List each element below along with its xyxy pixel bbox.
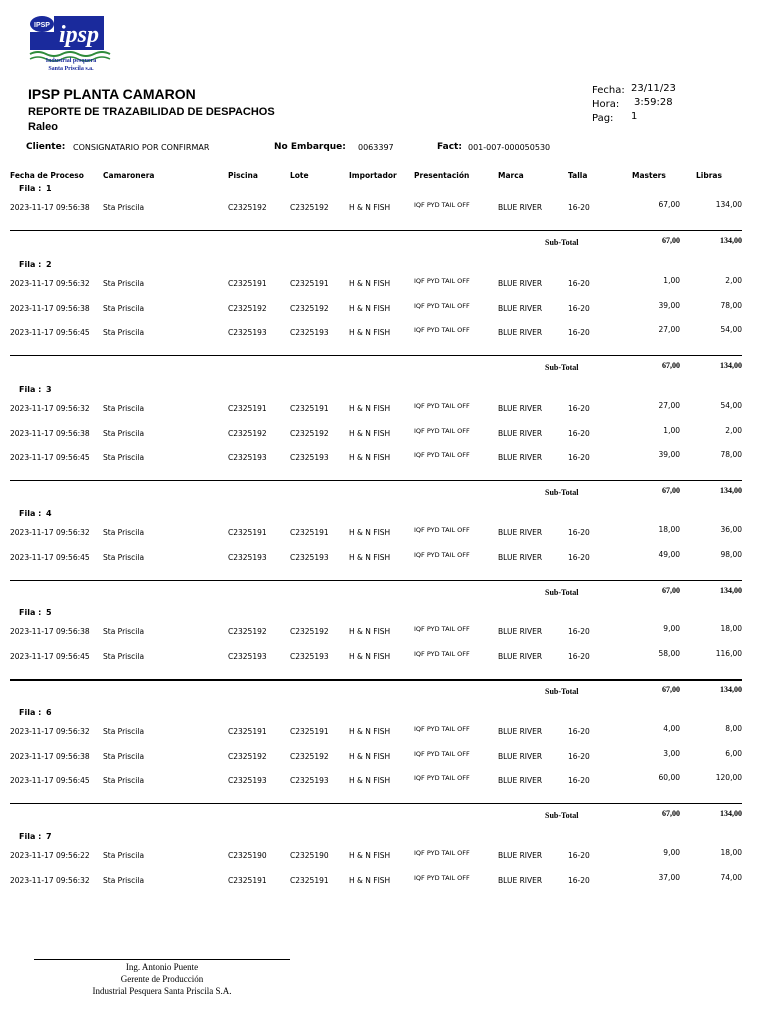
cell-masters: 39,00: [658, 450, 680, 459]
cell-libras: 54,00: [720, 325, 742, 334]
cell-piscina: C2325193: [228, 552, 267, 562]
cell-lote: C2325191: [290, 528, 329, 537]
cell-fecha: 2023-11-17 09:56:38: [10, 627, 90, 636]
embarque-value: 0063397: [358, 143, 394, 152]
cell-importador: H & N FISH: [349, 404, 391, 413]
cell-marca: BLUE RIVER: [498, 428, 543, 438]
col-header-lote: Lote: [290, 171, 309, 180]
cell-presentacion: IQF PYD TAIL OFF: [414, 873, 470, 882]
cell-talla: 16-20: [568, 727, 590, 736]
cell-importador: H & N FISH: [349, 428, 391, 438]
cell-marca: BLUE RIVER: [498, 279, 543, 288]
group-divider: [10, 230, 742, 231]
cell-piscina: C2325191: [228, 279, 267, 288]
subtotal-libras: 134,00: [720, 585, 742, 595]
cell-camaronera: Sta Priscila: [103, 627, 145, 636]
col-header-talla: Talla: [568, 171, 588, 180]
subtotal-label: Sub-Total: [545, 488, 579, 497]
cell-marca: BLUE RIVER: [498, 776, 543, 785]
signature-role: Gerente de Producción: [120, 974, 204, 984]
logo-subtitle-1: Industrial pesquera: [45, 58, 97, 64]
logo-subtitle-2: Santa Priscila s.a.: [48, 66, 94, 72]
cell-talla: 16-20: [568, 203, 590, 212]
fila-number: 4: [46, 509, 52, 518]
cell-piscina: C2325192: [228, 203, 267, 212]
cell-marca: BLUE RIVER: [498, 627, 543, 636]
cell-libras: 78,00: [720, 450, 742, 459]
cell-fecha: 2023-11-17 09:56:38: [10, 203, 90, 212]
cell-piscina: C2325193: [228, 328, 267, 337]
cell-marca: BLUE RIVER: [498, 651, 543, 661]
cell-talla: 16-20: [568, 851, 590, 860]
cliente-value: CONSIGNATARIO POR CONFIRMAR: [73, 143, 210, 152]
cell-importador: H & N FISH: [349, 552, 391, 562]
cell-marca: BLUE RIVER: [498, 552, 543, 562]
cell-talla: 16-20: [568, 875, 590, 885]
subtotal-libras: 134,00: [720, 486, 742, 495]
cell-piscina: C2325190: [228, 851, 267, 860]
cell-masters: 9,00: [663, 848, 680, 857]
cell-fecha: 2023-11-17 09:56:45: [10, 776, 90, 785]
pag-value: 1: [631, 111, 638, 122]
hora-value: 3:59:28: [634, 97, 673, 108]
subtotal-libras: 134,00: [720, 236, 742, 245]
cell-masters: 1,00: [663, 425, 680, 435]
cell-libras: 6,00: [725, 748, 742, 758]
cell-fecha: 2023-11-17 09:56:32: [10, 279, 90, 288]
signature-company: Industrial Pesquera Santa Priscila S.A.: [92, 986, 232, 996]
cell-importador: H & N FISH: [349, 627, 391, 636]
fila-label: Fila :: [19, 260, 42, 269]
cell-lote: C2325191: [290, 727, 329, 736]
cell-masters: 27,00: [658, 325, 680, 334]
cell-talla: 16-20: [568, 404, 590, 413]
group-divider: [10, 480, 742, 481]
cell-piscina: C2325191: [228, 727, 267, 736]
fila-number: 3: [46, 385, 52, 394]
cell-masters: 37,00: [658, 872, 680, 882]
fila-label: Fila :: [19, 608, 42, 617]
cell-talla: 16-20: [568, 627, 590, 636]
cell-fecha: 2023-11-17 09:56:32: [10, 875, 90, 885]
cell-importador: H & N FISH: [349, 279, 391, 288]
cell-lote: C2325193: [290, 552, 329, 562]
cell-libras: 54,00: [720, 401, 742, 410]
cell-marca: BLUE RIVER: [498, 328, 543, 337]
cell-talla: 16-20: [568, 751, 590, 761]
fila-label: Fila :: [19, 708, 42, 717]
cell-lote: C2325191: [290, 404, 329, 413]
cell-presentacion: IQF PYD TAIL OFF: [414, 402, 470, 410]
cell-piscina: C2325191: [228, 528, 267, 537]
cell-libras: 120,00: [715, 773, 742, 782]
cell-masters: 4,00: [663, 724, 680, 733]
cell-presentacion: IQF PYD TAIL OFF: [414, 326, 470, 334]
embarque-label: No Embarque:: [274, 142, 346, 152]
cell-camaronera: Sta Priscila: [103, 303, 145, 313]
subtotal-label: Sub-Total: [545, 363, 579, 372]
cell-talla: 16-20: [568, 328, 590, 337]
cell-fecha: 2023-11-17 09:56:45: [10, 552, 90, 562]
signature-name: Ing. Antonio Puente: [125, 962, 199, 972]
cell-libras: 134,00: [715, 200, 742, 209]
cell-marca: BLUE RIVER: [498, 751, 543, 761]
cell-masters: 3,00: [663, 748, 680, 758]
cell-piscina: C2325193: [228, 453, 267, 462]
cell-piscina: C2325192: [228, 428, 267, 438]
cell-importador: H & N FISH: [349, 651, 391, 661]
cell-importador: H & N FISH: [349, 851, 391, 860]
cliente-label: Cliente:: [26, 142, 66, 152]
subtotal-libras: 134,00: [720, 684, 742, 694]
cell-fecha: 2023-11-17 09:56:38: [10, 303, 90, 313]
cell-presentacion: IQF PYD TAIL OFF: [414, 301, 470, 310]
subtotal-masters: 67,00: [662, 236, 680, 245]
cell-masters: 49,00: [658, 549, 680, 559]
cell-piscina: C2325192: [228, 303, 267, 313]
col-header-presentacion: Presentación: [414, 171, 470, 180]
fecha-label: Fecha:: [592, 85, 625, 96]
subtotal-masters: 67,00: [662, 361, 680, 370]
cell-presentacion: IQF PYD TAIL OFF: [414, 277, 470, 285]
cell-talla: 16-20: [568, 552, 590, 562]
svg-text:ipsp: ipsp: [58, 22, 100, 48]
group-divider: [10, 803, 742, 804]
subtotal-masters: 67,00: [662, 684, 680, 694]
cell-marca: BLUE RIVER: [498, 303, 543, 313]
subtotal-label: Sub-Total: [545, 238, 579, 247]
report-title: IPSP PLANTA CAMARON: [28, 86, 196, 102]
fact-value: 001-007-000050530: [468, 143, 551, 152]
cell-lote: C2325191: [290, 279, 329, 288]
cell-fecha: 2023-11-17 09:56:32: [10, 404, 90, 413]
cell-presentacion: IQF PYD TAIL OFF: [414, 774, 470, 782]
cell-lote: C2325192: [290, 627, 329, 636]
cell-libras: 116,00: [715, 648, 742, 658]
subtotal-libras: 134,00: [720, 361, 742, 370]
subtotal-libras: 134,00: [720, 809, 742, 818]
cell-fecha: 2023-11-17 09:56:32: [10, 528, 90, 537]
col-header-piscina: Piscina: [228, 171, 258, 180]
cell-libras: 98,00: [720, 549, 742, 559]
col-header-camaronera: Camaronera: [103, 171, 155, 180]
cell-talla: 16-20: [568, 528, 590, 537]
cell-lote: C2325192: [290, 203, 329, 212]
cell-camaronera: Sta Priscila: [103, 328, 145, 337]
fila-number: 6: [46, 708, 52, 717]
cell-masters: 58,00: [658, 648, 680, 658]
cell-camaronera: Sta Priscila: [103, 428, 145, 438]
cell-fecha: 2023-11-17 09:56:45: [10, 328, 90, 337]
group-divider: [10, 580, 742, 581]
cell-marca: BLUE RIVER: [498, 727, 543, 736]
fila-number: 1: [46, 184, 52, 193]
hora-label: Hora:: [592, 99, 620, 110]
cell-marca: BLUE RIVER: [498, 875, 543, 885]
cell-importador: H & N FISH: [349, 328, 391, 337]
cell-lote: C2325191: [290, 875, 329, 885]
cell-marca: BLUE RIVER: [498, 404, 543, 413]
cell-presentacion: IQF PYD TAIL OFF: [414, 625, 470, 633]
fila-label: Fila :: [19, 509, 42, 518]
cell-libras: 8,00: [725, 724, 742, 733]
subtotal-masters: 67,00: [662, 585, 680, 595]
cell-marca: BLUE RIVER: [498, 528, 543, 537]
subtotal-label: Sub-Total: [545, 686, 579, 696]
col-header-importador: Importador: [349, 171, 397, 180]
cell-libras: 2,00: [725, 276, 742, 285]
cell-fecha: 2023-11-17 09:56:32: [10, 727, 90, 736]
subtotal-masters: 67,00: [662, 809, 680, 818]
fact-label: Fact:: [437, 142, 462, 152]
cell-marca: BLUE RIVER: [498, 453, 543, 462]
col-header-fecha: Fecha de Proceso: [10, 171, 84, 180]
cell-fecha: 2023-11-17 09:56:22: [10, 851, 90, 860]
cell-presentacion: IQF PYD TAIL OFF: [414, 649, 470, 658]
cell-piscina: C2325193: [228, 651, 267, 661]
cell-presentacion: IQF PYD TAIL OFF: [414, 201, 470, 209]
cell-talla: 16-20: [568, 303, 590, 313]
cell-camaronera: Sta Priscila: [103, 404, 145, 413]
cell-piscina: C2325193: [228, 776, 267, 785]
report-subtitle-2: Raleo: [28, 121, 58, 133]
cell-presentacion: IQF PYD TAIL OFF: [414, 725, 470, 733]
col-header-libras: Libras: [696, 171, 722, 180]
cell-camaronera: Sta Priscila: [103, 651, 145, 661]
cell-piscina: C2325192: [228, 751, 267, 761]
cell-libras: 74,00: [720, 872, 742, 882]
group-divider: [10, 355, 742, 356]
fila-number: 5: [46, 608, 52, 617]
cell-importador: H & N FISH: [349, 875, 391, 885]
fila-label: Fila :: [19, 832, 42, 841]
cell-marca: BLUE RIVER: [498, 203, 543, 212]
cell-masters: 1,00: [663, 276, 680, 285]
cell-importador: H & N FISH: [349, 776, 391, 785]
cell-libras: 2,00: [725, 425, 742, 435]
cell-lote: C2325193: [290, 328, 329, 337]
cell-camaronera: Sta Priscila: [103, 203, 145, 212]
cell-presentacion: IQF PYD TAIL OFF: [414, 426, 470, 435]
cell-talla: 16-20: [568, 651, 590, 661]
cell-masters: 39,00: [658, 300, 680, 310]
fila-number: 2: [46, 260, 52, 269]
cell-importador: H & N FISH: [349, 453, 391, 462]
subtotal-masters: 67,00: [662, 486, 680, 495]
fila-label: Fila :: [19, 385, 42, 394]
cell-lote: C2325190: [290, 851, 329, 860]
cell-marca: BLUE RIVER: [498, 851, 543, 860]
cell-presentacion: IQF PYD TAIL OFF: [414, 526, 470, 534]
cell-fecha: 2023-11-17 09:56:38: [10, 751, 90, 761]
cell-lote: C2325193: [290, 651, 329, 661]
cell-masters: 9,00: [663, 624, 680, 633]
cell-talla: 16-20: [568, 453, 590, 462]
cell-masters: 67,00: [658, 200, 680, 209]
cell-presentacion: IQF PYD TAIL OFF: [414, 550, 470, 559]
group-divider: [10, 679, 742, 681]
cell-camaronera: Sta Priscila: [103, 453, 145, 462]
cell-libras: 18,00: [720, 624, 742, 633]
cell-camaronera: Sta Priscila: [103, 552, 145, 562]
cell-piscina: C2325191: [228, 875, 267, 885]
cell-talla: 16-20: [568, 776, 590, 785]
fila-number: 7: [46, 832, 52, 841]
cell-camaronera: Sta Priscila: [103, 751, 145, 761]
signature-line: [34, 959, 290, 960]
fila-label: Fila :: [19, 184, 42, 193]
cell-presentacion: IQF PYD TAIL OFF: [414, 451, 470, 459]
subtotal-label: Sub-Total: [545, 587, 579, 597]
cell-lote: C2325192: [290, 751, 329, 761]
cell-libras: 36,00: [720, 525, 742, 534]
cell-masters: 60,00: [658, 773, 680, 782]
cell-presentacion: IQF PYD TAIL OFF: [414, 749, 470, 758]
cell-lote: C2325193: [290, 453, 329, 462]
cell-camaronera: Sta Priscila: [103, 875, 145, 885]
cell-talla: 16-20: [568, 428, 590, 438]
cell-fecha: 2023-11-17 09:56:45: [10, 651, 90, 661]
cell-importador: H & N FISH: [349, 727, 391, 736]
cell-fecha: 2023-11-17 09:56:38: [10, 428, 90, 438]
cell-camaronera: Sta Priscila: [103, 776, 145, 785]
cell-lote: C2325192: [290, 303, 329, 313]
subtotal-label: Sub-Total: [545, 811, 579, 820]
svg-text:IPSP: IPSP: [34, 22, 50, 29]
col-header-marca: Marca: [498, 171, 524, 180]
cell-camaronera: Sta Priscila: [103, 528, 145, 537]
cell-piscina: C2325192: [228, 627, 267, 636]
cell-libras: 78,00: [720, 300, 742, 310]
cell-importador: H & N FISH: [349, 203, 391, 212]
pag-label: Pag:: [592, 113, 614, 124]
cell-lote: C2325193: [290, 776, 329, 785]
cell-camaronera: Sta Priscila: [103, 727, 145, 736]
fecha-value: 23/11/23: [631, 83, 676, 94]
col-header-masters: Masters: [632, 171, 666, 180]
cell-piscina: C2325191: [228, 404, 267, 413]
cell-presentacion: IQF PYD TAIL OFF: [414, 849, 470, 857]
cell-libras: 18,00: [720, 848, 742, 857]
cell-camaronera: Sta Priscila: [103, 279, 145, 288]
cell-masters: 27,00: [658, 401, 680, 410]
cell-importador: H & N FISH: [349, 303, 391, 313]
cell-lote: C2325192: [290, 428, 329, 438]
cell-talla: 16-20: [568, 279, 590, 288]
cell-camaronera: Sta Priscila: [103, 851, 145, 860]
cell-masters: 18,00: [658, 525, 680, 534]
cell-importador: H & N FISH: [349, 528, 391, 537]
cell-importador: H & N FISH: [349, 751, 391, 761]
cell-fecha: 2023-11-17 09:56:45: [10, 453, 90, 462]
report-subtitle: REPORTE DE TRAZABILIDAD DE DESPACHOS: [28, 106, 275, 118]
